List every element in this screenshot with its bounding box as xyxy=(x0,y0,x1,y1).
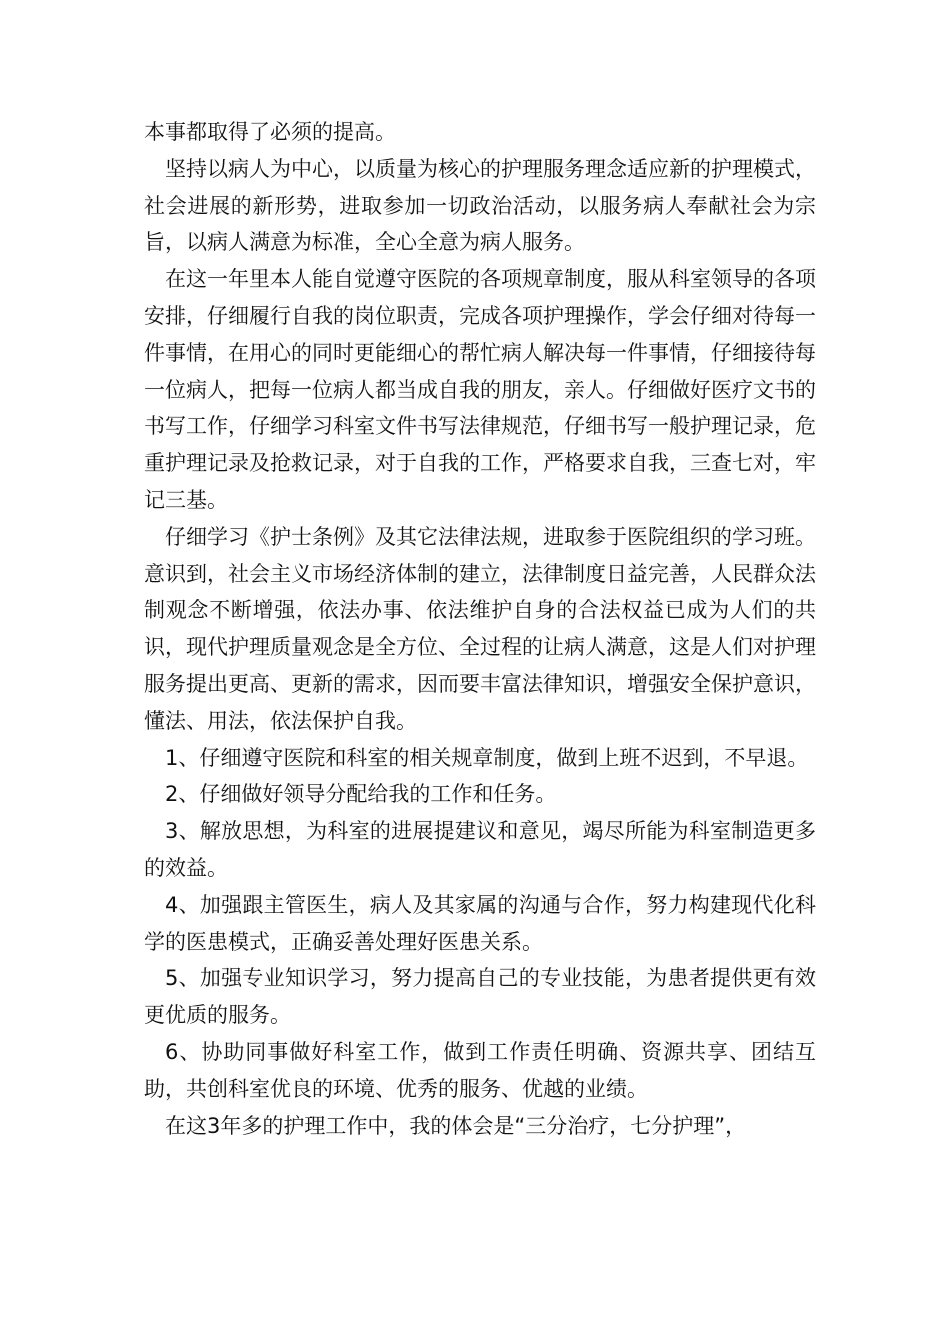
document-body xyxy=(144,114,816,1144)
list-item-4: 4、加强跟主管医生，病人及其家属的沟通与合作，努力构建现代化科学的医患模式，正确妥善处理好医患关系。 xyxy=(144,892,816,954)
paragraph-4: 仔细学习《护士条例》及其它法律法规，进取参于医院组织的学习班。意识到，社会主义市场经济体制的建立，法律制度日益完善，人民群众法制观念不断增强，依法办事、依法维护自身的合法权益已成为人们的共识，现代护理质量观念是全方位、全过程的让病人满意，这是人们对护理服务提出更高、更新的需求，因而要丰富法律知识，增强安全保护意识，懂法、用法，依法保护自我。 xyxy=(144,524,816,733)
paragraph-2: 坚持以病人为中心，以质量为核心的护理服务理念适应新的护理模式，社会进展的新形势，进取参加一切政治活动，以服务病人奉献社会为宗旨，以病人满意为标准，全心全意为病人服务。 xyxy=(144,156,816,255)
list-item-6: 6、协助同事做好科室工作，做到工作责任明确、资源共享、团结互助，共创科室优良的环境、优秀的服务、优越的业绩。 xyxy=(144,1039,816,1101)
paragraph-final: 在这3年多的护理工作中，我的体会是“三分治疗，七分护理”， xyxy=(165,1113,747,1138)
list-item-3: 3、解放思想，为科室的进展提建议和意见，竭尽所能为科室制造更多的效益。 xyxy=(144,819,816,880)
paragraph-1: 本事都取得了必须的提高。 xyxy=(144,120,396,144)
paragraph-3: 在这一年里本人能自觉遵守医院的各项规章制度，服从科室领导的各项安排，仔细履行自我的岗位职责，完成各项护理操作，学会仔细对待每一件事情，在用心的同时更能细心的帮忙病人解决每一件事情，仔细接待每一位病人，把每一位病人都当成自我的朋友，亲人。仔细做好医疗文书的书写工作，仔细学习科室文件书写法律规范，仔细书写一般护理记录，危重护理记录及抢救记录，对于自我的工作，严格要求自我，三查七对，牢记三基。 xyxy=(144,267,816,512)
list-item-5: 5、加强专业知识学习，努力提高自己的专业技能，为患者提供更有效更优质的服务。 xyxy=(144,966,816,1028)
list-item-2: 2、仔细做好领导分配给我的工作和任务。 xyxy=(165,782,557,807)
list-item-1: 1、仔细遵守医院和科室的相关规章制度，做到上班不迟到，不早退。 xyxy=(165,745,809,770)
